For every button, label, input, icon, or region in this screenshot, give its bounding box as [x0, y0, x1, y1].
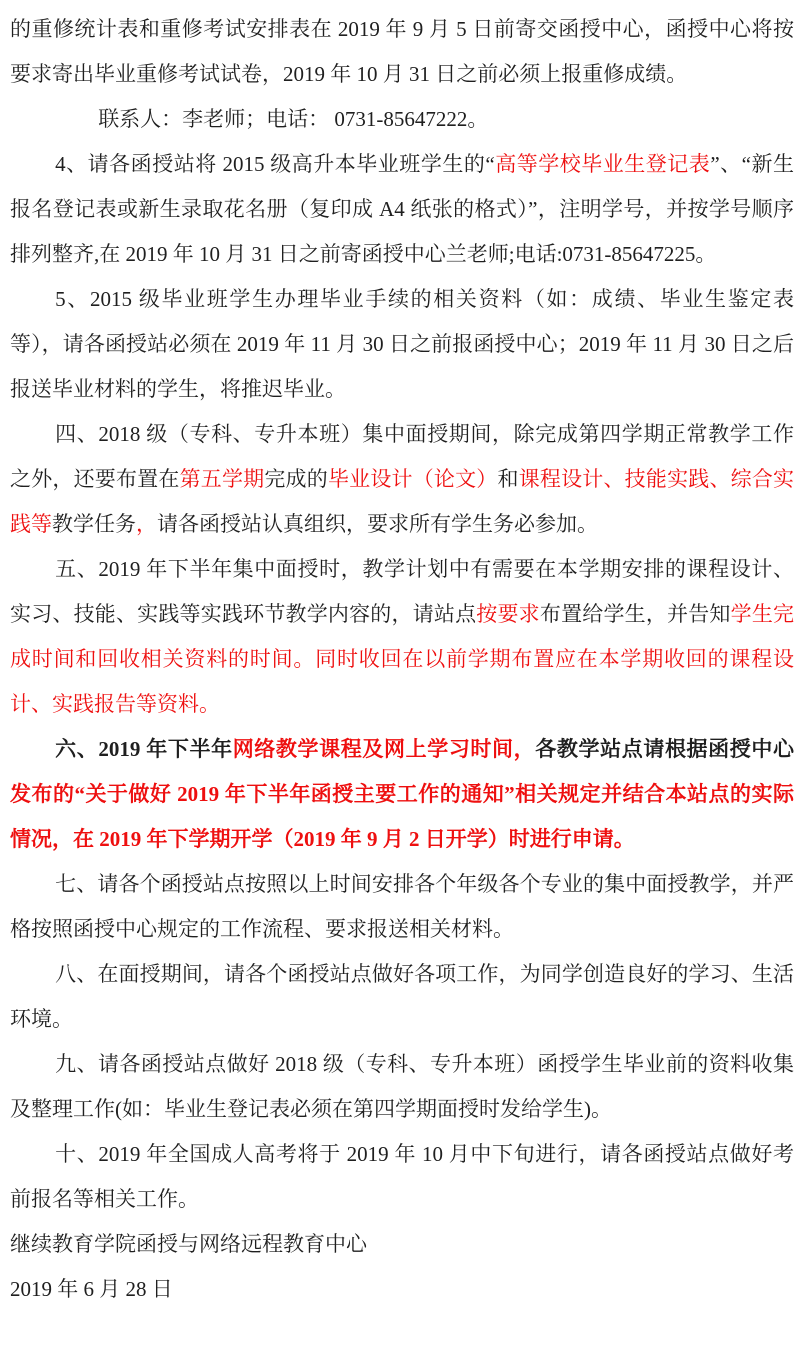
text-run: 八、在面授期间，请各个函授站点做好各项工作，为同学创造良好的学习、生活环境。: [10, 962, 794, 1031]
highlighted-text-run: 毕业设计（论文）: [327, 467, 498, 491]
text-run: 五、2019 年下半年集中面授时，教学计划中有需要在本学期安排的课程设计、实习、技能、实践等实践环节教学内容的，请站点: [10, 557, 794, 626]
highlighted-text-run: 学生完成时间和回收相关资料的时间。同时收回在以前学期布置应在本学期收回的课程设计、实践报告等资料。: [10, 602, 795, 716]
text-run: 的重修统计表和重修考试安排表在 2019 年 9 月 5 日前寄交函授中心，函授中心将按要求寄出毕业重修考试试卷，2019 年 10 月 31 日之前必须上报重修成绩。: [10, 17, 794, 86]
paragraph-contact-line: [10, 97, 794, 142]
highlighted-text-run: 高等学校毕业生登记表: [494, 152, 711, 176]
date-line: 2019 年 6 月 28 日: [10, 1277, 173, 1301]
text-run: 九、请各函授站点做好 2018 级（专科、专升本班）函授学生毕业前的资料收集及整理工作(如：毕业生登记表必须在第四学期面授时发给学生)。: [10, 1052, 794, 1121]
text-run: 4、请各函授站将 2015 级高升本毕业班学生的“: [55, 152, 495, 176]
paragraph-item-5: [10, 277, 794, 412]
highlighted-text-run: ，: [136, 512, 157, 536]
signature-line: 继续教育学院函授与网络远程教育中心: [10, 1232, 367, 1256]
text-run: 联系人：李老师；电话： 0731-85647222。: [98, 107, 489, 131]
paragraph-section-ten: [10, 1132, 794, 1222]
paragraph-section-nine: [10, 1042, 794, 1132]
highlighted-text-run: 发布的“关于做好 2019 年下半年函授主要工作的通知”相关规定并结合本站点的实际情况，在 2019 年下学期开学（2019 年 9 月 2 日开学）时进行申请。: [10, 782, 794, 851]
highlighted-text-run: 第五学期: [179, 467, 265, 491]
paragraph-item-4: [10, 142, 794, 277]
text-run: 七、请各个函授站点按照以上时间安排各个年级各个专业的集中面授教学，并严格按照函授中心规定的工作流程、要求报送相关材料。: [10, 872, 794, 941]
paragraph-repair-exam-continuation: [10, 7, 794, 97]
text-run: 完成的: [264, 467, 328, 491]
text-run: 和: [497, 467, 519, 491]
paragraph-section-four: [10, 412, 794, 547]
paragraph-section-seven: [10, 862, 794, 952]
text-run: 布置给学生，并告知: [539, 602, 731, 626]
text-run: 教学任务: [52, 512, 136, 536]
highlighted-text-run: 网络教学课程及网上学习时间，: [232, 737, 536, 761]
paragraph-section-six: [10, 727, 794, 862]
text-run: 六、2019 年下半年: [55, 737, 233, 761]
text-run: 十、2019 年全国成人高考将于 2019 年 10 月中下旬进行，请各函授站点做好考前报名等相关工作。: [10, 1142, 794, 1211]
highlighted-text-run: 按要求: [476, 602, 540, 626]
text-run: ”、“新生报名登记表或新生录取花名册（复印成 A4 纸张的格式）”，注明学号，并按学号顺序排列整齐,在 2019 年 10 月 31 日之前寄函授中心兰老师;电话:0731-85647225。: [10, 152, 794, 266]
highlighted-text-run: 课程设计、技能实践、综合实践等: [10, 467, 795, 536]
text-run: 请各函授站认真组织，要求所有学生务必参加。: [157, 512, 598, 536]
text-run: 四、2018 级（专科、专升本班）集中面授期间，除完成第四学期正常教学工作之外，还要布置在: [10, 422, 794, 491]
paragraph-section-five: [10, 547, 794, 727]
text-run: 5、2015 级毕业班学生办理毕业手续的相关资料（如：成绩、毕业生鉴定表等），请各函授站必须在 2019 年 11 月 30 日之前报函授中心；2019 年 11 月 30 日之后报送毕业材料的学生，将推迟毕业。: [10, 287, 794, 401]
text-run: 各教学站点请根据函授中心: [535, 737, 795, 761]
document-body: [10, 7, 794, 1222]
paragraph-section-eight: [10, 952, 794, 1042]
